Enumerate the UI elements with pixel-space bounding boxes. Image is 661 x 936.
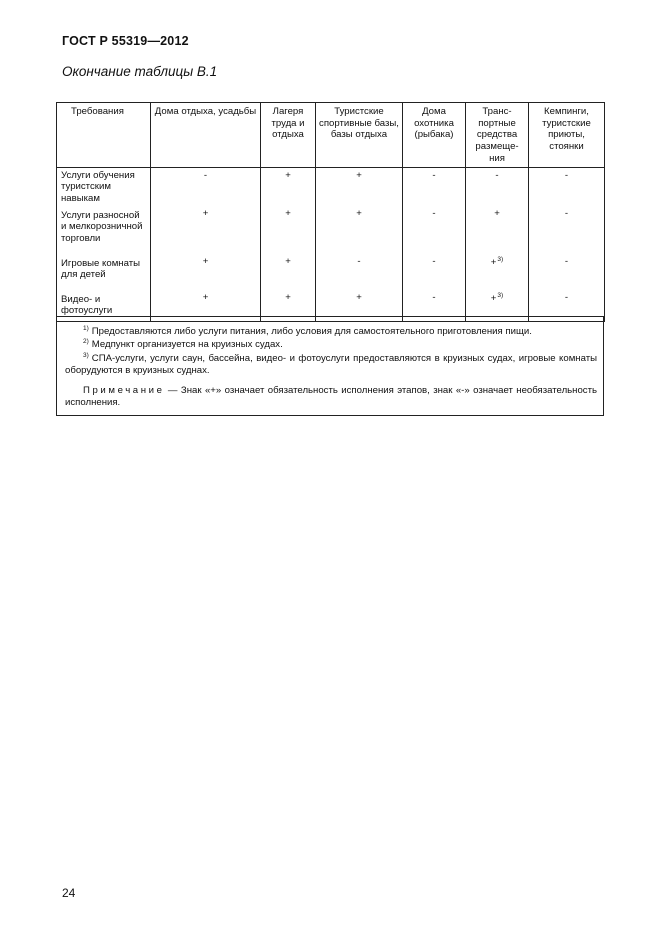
remark-label: Примечание	[83, 385, 165, 397]
cell-value: -	[432, 255, 436, 267]
cell-value: -	[357, 255, 361, 267]
footnote-1	[65, 325, 597, 338]
table-header-row	[57, 103, 605, 168]
table-cell	[151, 208, 261, 256]
table-cell	[466, 208, 529, 256]
cell-value-with-note	[491, 292, 503, 305]
table-cell	[316, 208, 403, 256]
table-cell	[151, 167, 261, 208]
table-cell	[529, 256, 605, 292]
footnote-text: СПА-услуги, услуги саун, бассейна, видео- и фотоуслуги предоставляются в круизных судах, игровые комнаты оборудуются в круизных суднах.	[65, 352, 597, 376]
column-header-transport: Транс- портные средства размеще- ния	[466, 103, 529, 168]
cell-value: -	[495, 169, 499, 181]
table-row	[57, 167, 605, 208]
cell-value: -	[432, 169, 436, 181]
column-header-rest-homes: Дома отдыха, усадьбы	[151, 103, 261, 168]
column-header-labor-camps: Лагеря труда и отдыха	[261, 103, 316, 168]
column-header-campings: Кемпинги, туристские приюты, стоянки	[529, 103, 605, 168]
row-label: Видео- и фотоуслуги	[57, 292, 151, 322]
table-cell	[261, 208, 316, 256]
cell-value: +	[356, 291, 362, 303]
footnote-marker: 3)	[83, 351, 89, 359]
table-notes	[56, 316, 604, 416]
cell-value: +	[202, 207, 209, 219]
cell-value: -	[564, 207, 569, 219]
table-cell	[151, 256, 261, 292]
cell-value: +	[202, 255, 209, 267]
table-cell	[316, 256, 403, 292]
table-remark	[65, 385, 597, 410]
table-cell	[529, 167, 605, 208]
cell-value: -	[564, 291, 569, 303]
footnote-reference: 3)	[497, 291, 504, 299]
table-cell	[403, 208, 466, 256]
services-table	[56, 102, 605, 322]
table-cell	[316, 167, 403, 208]
cell-value: +	[285, 207, 291, 219]
cell-value: -	[432, 207, 436, 219]
cell-value: +	[202, 291, 209, 303]
footnote-reference: 3)	[497, 255, 504, 263]
footnote-text: Медпункт организуется на круизных судах.	[91, 339, 283, 351]
cell-value: +	[285, 169, 291, 181]
cell-value: +	[490, 292, 497, 304]
table-cell	[261, 167, 316, 208]
footnote-text: Предоставляются либо услуги питания, либо условия для самостоятельного приготовления пищи.	[91, 326, 532, 337]
column-header-hunter-houses: Дома охотника (рыбака)	[403, 103, 466, 168]
table-cell	[466, 167, 529, 208]
cell-value: +	[490, 256, 497, 268]
cell-value: -	[432, 291, 436, 303]
cell-value: +	[356, 169, 362, 181]
cell-value: -	[564, 255, 569, 267]
row-label: Игровые комнаты для детей	[57, 256, 151, 292]
cell-value: +	[356, 207, 362, 219]
column-header-tourist-bases: Туристские спортивные базы, базы отдыха	[316, 103, 403, 168]
footnote-marker: 1)	[83, 325, 89, 332]
footnote-2	[65, 338, 597, 351]
table-cell	[466, 256, 529, 292]
footnote-marker: 2)	[83, 338, 89, 346]
cell-value: +	[285, 291, 291, 303]
table-row	[57, 208, 605, 256]
table-cell	[261, 256, 316, 292]
cell-value-with-note	[491, 256, 503, 269]
row-label: Услуги разносной и мелкорозничной торговли	[57, 208, 151, 256]
remark-text: — Знак «+» означает обязательность исполнения этапов, знак «-» означает необязательность исполнения.	[65, 385, 597, 409]
table-caption: Окончание таблицы В.1	[62, 64, 218, 79]
page-number: 24	[62, 886, 76, 900]
table-cell	[403, 167, 466, 208]
table-cell	[403, 256, 466, 292]
cell-value: -	[564, 169, 569, 181]
standard-code: ГОСТ Р 55319—2012	[62, 34, 189, 48]
column-header-requirements: Требования	[57, 103, 151, 168]
table-cell	[529, 208, 605, 256]
cell-value: -	[203, 169, 208, 181]
cell-value: +	[285, 255, 291, 267]
row-label: Услуги обучения туристским навыкам	[57, 167, 151, 208]
cell-value: +	[494, 207, 500, 219]
table-row	[57, 256, 605, 292]
footnote-3	[65, 352, 597, 378]
